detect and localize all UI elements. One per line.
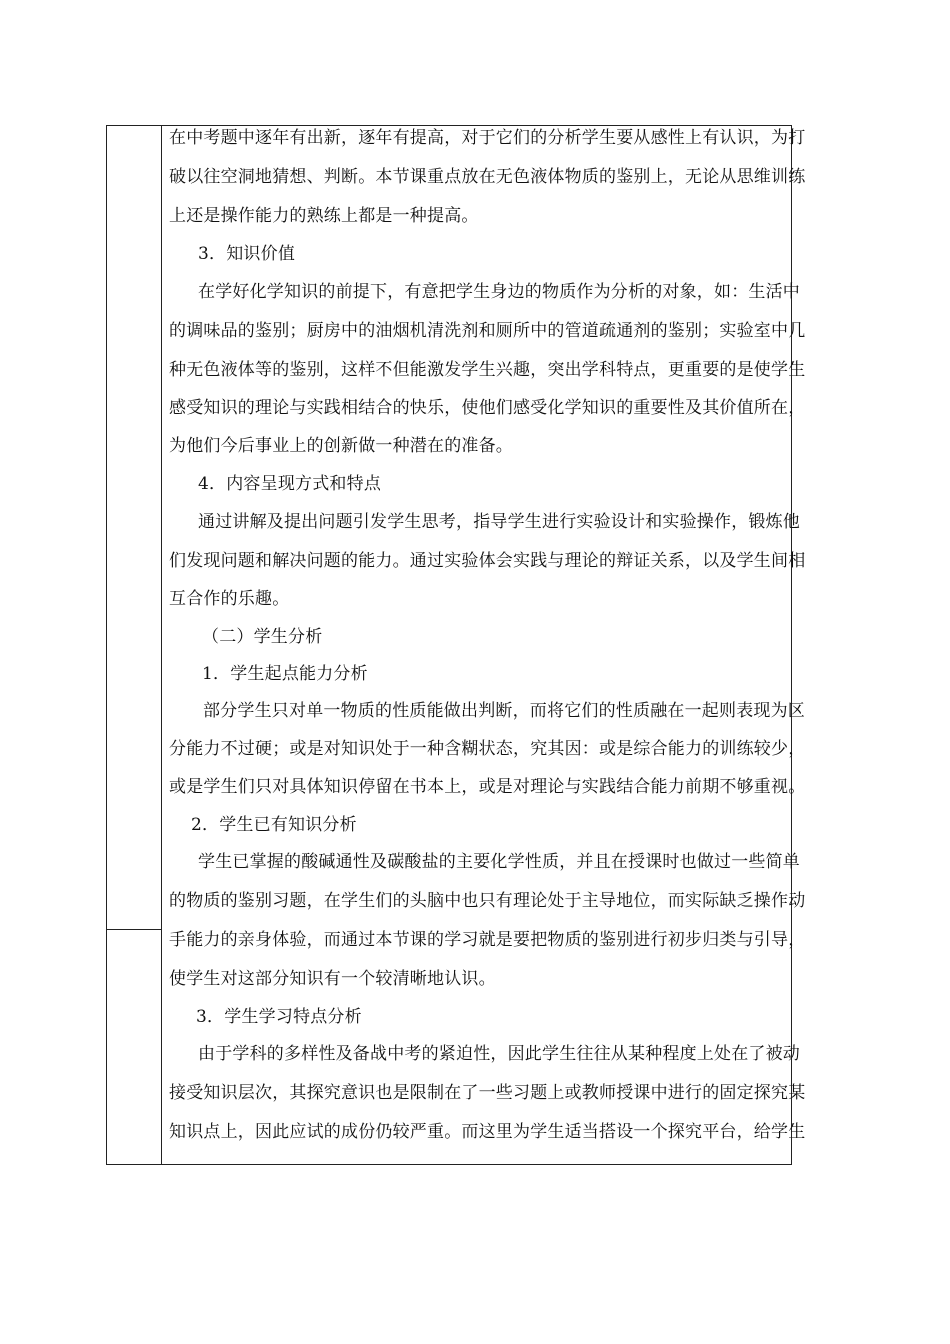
paragraph-line: 在中考题中逐年有出新，逐年有提高，对于它们的分析学生要从感性上有认识，为打	[169, 128, 806, 148]
section-heading: （二）学生分析	[202, 627, 323, 647]
paragraph-line: 感受知识的理论与实践相结合的快乐，使他们感受化学知识的重要性及其价值所在，	[169, 398, 806, 418]
paragraph-line: 在学好化学知识的前提下，有意把学生身边的物质作为分析的对象，如：生活中	[198, 282, 800, 302]
paragraph-line: 为他们今后事业上的创新做一种潜在的准备。	[169, 436, 513, 456]
section-heading: 4．内容呈现方式和特点	[198, 474, 382, 494]
paragraph-line: 由于学科的多样性及备战中考的紧迫性，因此学生往往从某种程度上处在了被动	[198, 1044, 800, 1064]
paragraph-line: 上还是操作能力的熟练上都是一种提高。	[169, 206, 479, 226]
content-table	[106, 125, 806, 1165]
paragraph-line: 学生已掌握的酸碱通性及碳酸盐的主要化学性质，并且在授课时也做过一些简单	[198, 852, 800, 872]
paragraph-line: 们发现问题和解决问题的能力。通过实验体会实践与理论的辩证关系，以及学生间相	[169, 551, 806, 571]
paragraph-line: 互合作的乐趣。	[169, 589, 290, 609]
paragraph-line: 或是学生们只对具体知识停留在书本上，或是对理论与实践结合能力前期不够重视。	[169, 777, 806, 797]
paragraph-line: 手能力的亲身体验，而通过本节课的学习就是要把物质的鉴别进行初步归类与引导，	[169, 930, 806, 950]
paragraph-line: 接受知识层次，其探究意识也是限制在了一些习题上或教师授课中进行的固定探究某	[169, 1083, 806, 1103]
left-column	[107, 126, 162, 1164]
paragraph-line: 使学生对这部分知识有一个较清晰地认识。	[169, 969, 496, 989]
section-heading: 3．学生学习特点分析	[196, 1007, 362, 1027]
section-heading: 3．知识价值	[198, 244, 296, 264]
paragraph-line: 种无色液体等的鉴别，这样不但能激发学生兴趣，突出学科特点，更重要的是使学生	[169, 360, 806, 380]
paragraph-line: 的物质的鉴别习题，在学生们的头脑中也只有理论处于主导地位，而实际缺乏操作动	[169, 891, 806, 911]
section-heading: 2．学生已有知识分析	[191, 815, 357, 835]
paragraph-line: 破以往空洞地猜想、判断。本节课重点放在无色液体物质的鉴别上，无论从思维训练	[169, 167, 806, 187]
section-heading: 1．学生起点能力分析	[202, 664, 368, 684]
paragraph-line: 部分学生只对单一物质的性质能做出判断，而将它们的性质融在一起则表现为区	[203, 701, 805, 721]
paragraph-line: 分能力不过硬；或是对知识处于一种含糊状态，究其因：或是综合能力的训练较少，	[169, 739, 806, 759]
paragraph-line: 通过讲解及提出问题引发学生思考，指导学生进行实验设计和实验操作，锻炼他	[198, 512, 800, 532]
paragraph-line: 的调味品的鉴别；厨房中的油烟机清洗剂和厕所中的管道疏通剂的鉴别；实验室中几	[169, 321, 806, 341]
paragraph-line: 知识点上，因此应试的成份仍较严重。而这里为学生适当搭设一个探究平台，给学生	[169, 1122, 806, 1142]
left-column-divider	[107, 929, 162, 930]
